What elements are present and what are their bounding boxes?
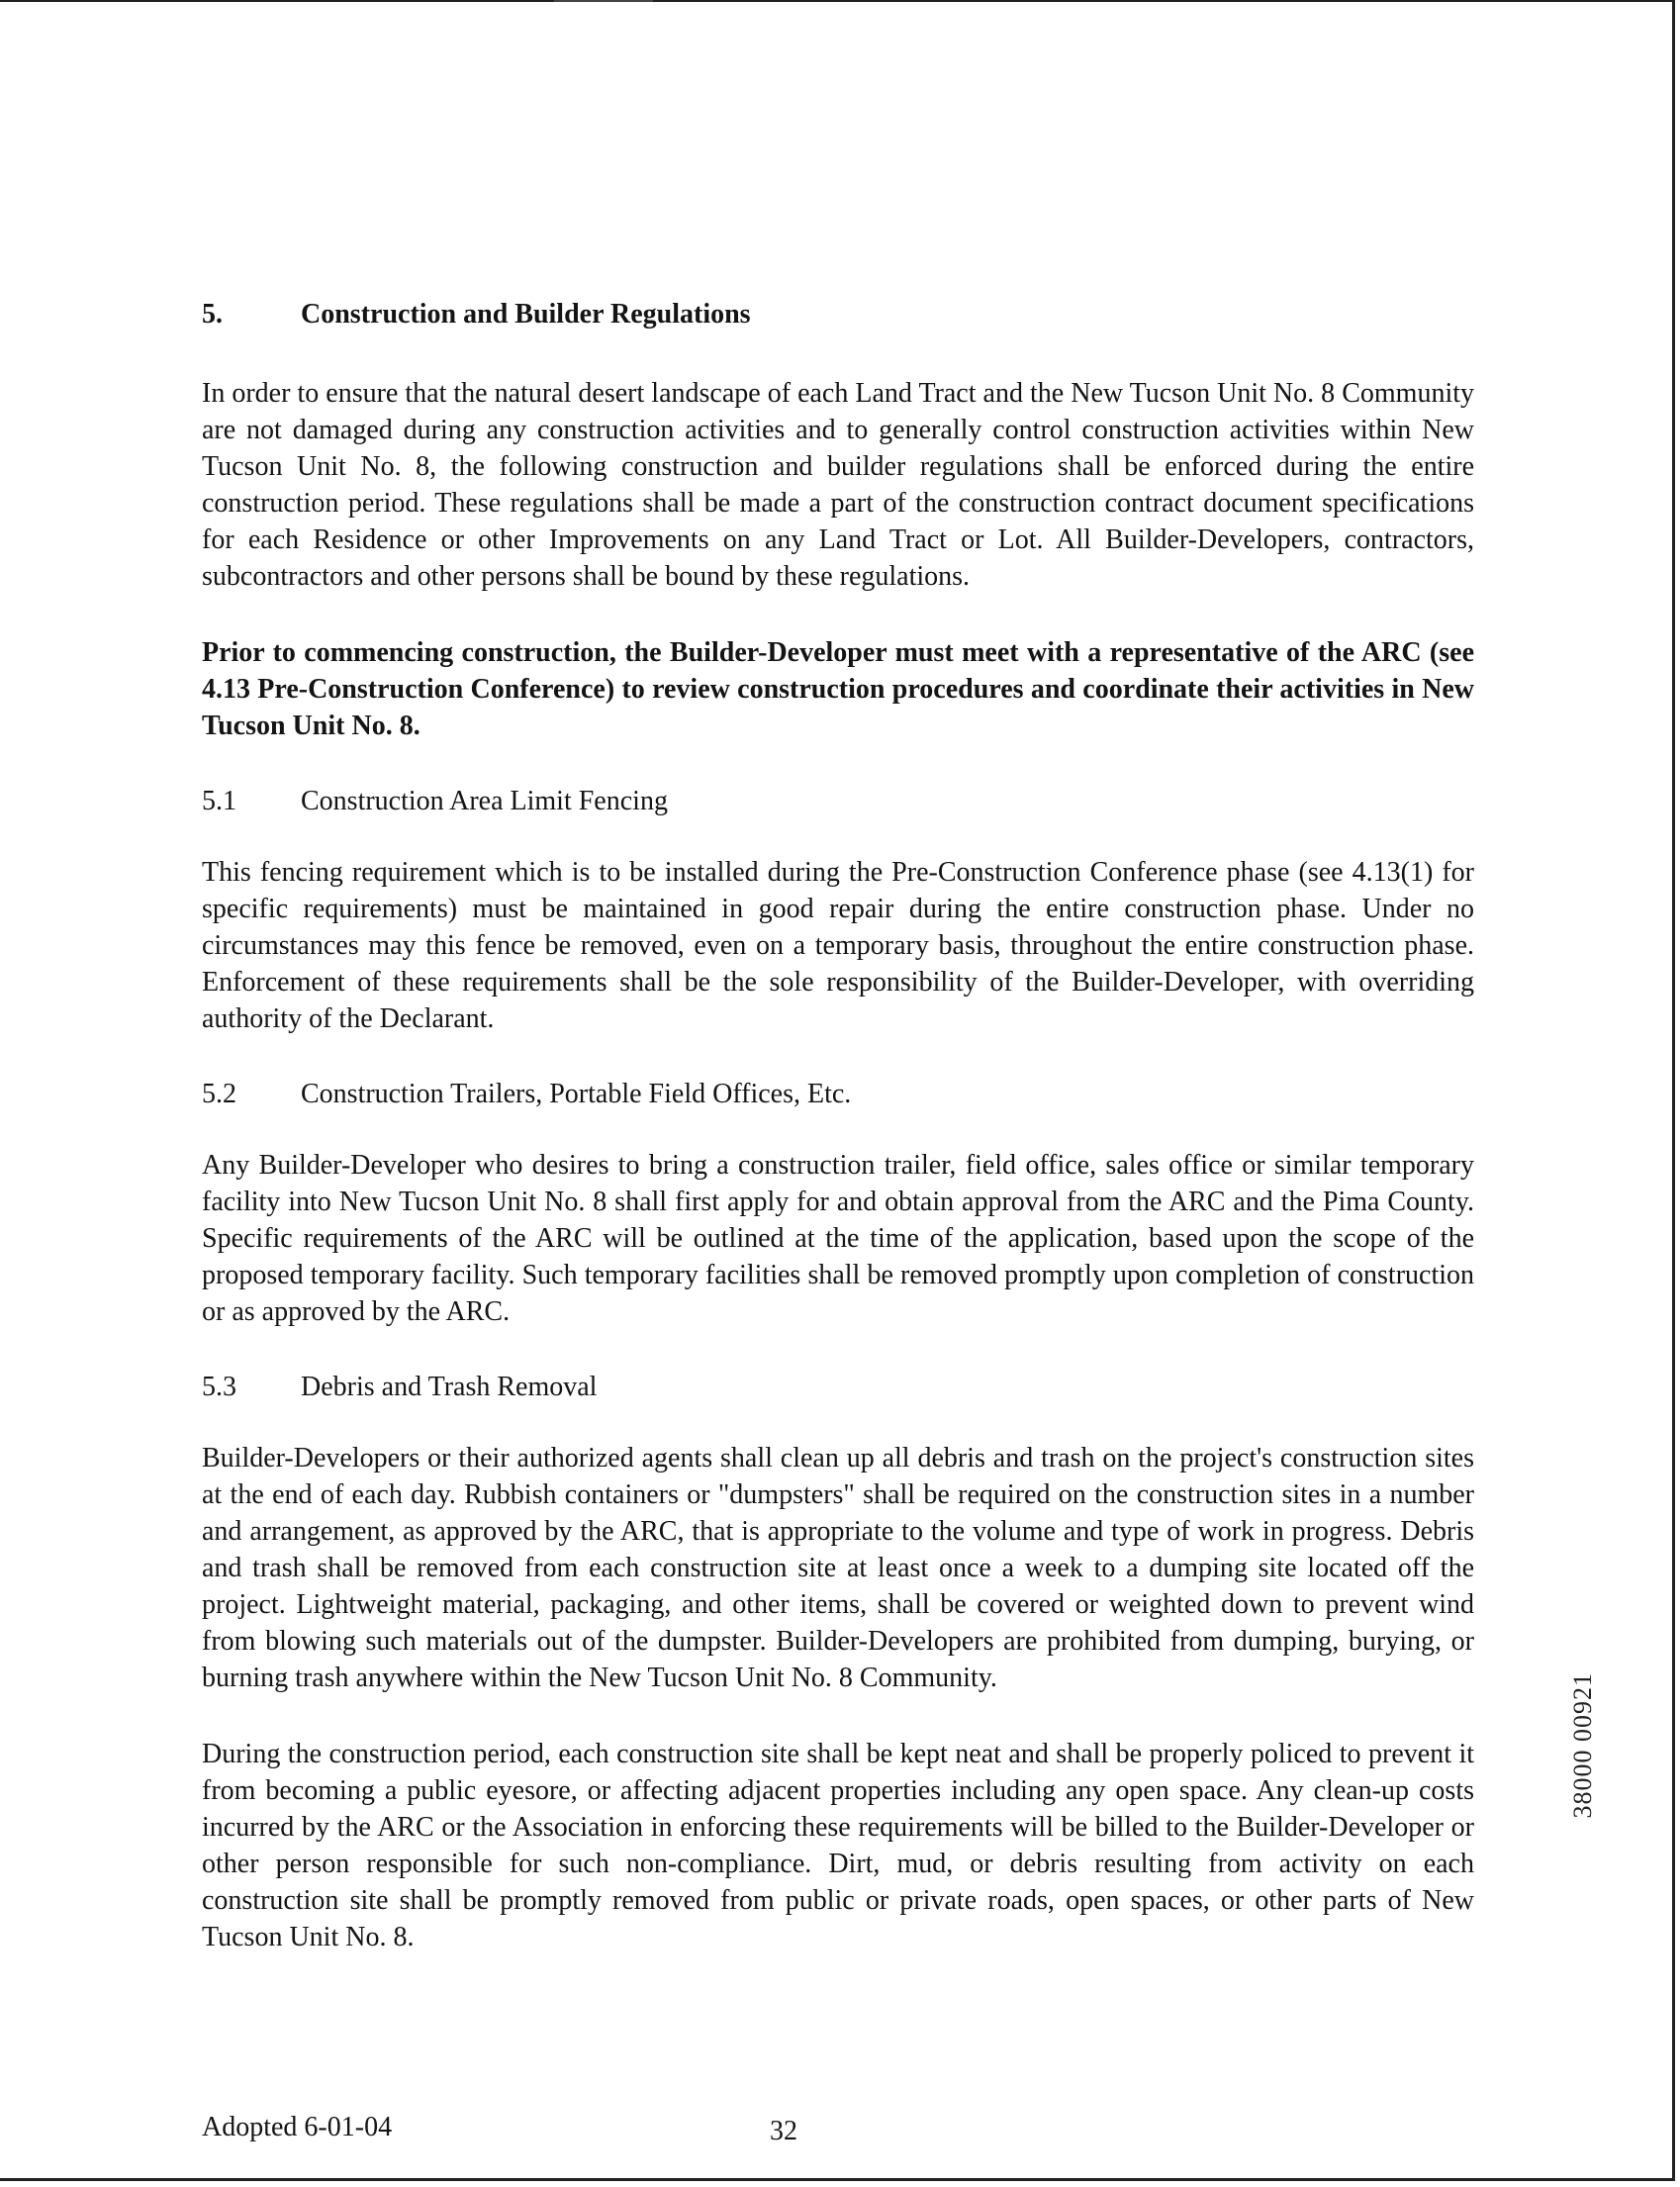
subsection-heading-5-1	[202, 784, 1474, 818]
page-number: 32	[770, 2116, 797, 2146]
subsection-title: Debris and Trash Removal	[301, 1372, 598, 1402]
paragraph: Any Builder-Developer who desires to bring a construction trailer, field office, sales office or similar temporary facility into New Tucson Unit No. 8 shall first apply for and obtain approval from the ARC and the Pima County. Specific requirements of the ARC will be outlined at the time of the application, based upon the scope of the proposed temporary facility. Such temporary facilities shall be removed promptly upon completion of construction or as approved by the ARC.	[202, 1150, 1474, 1327]
subsection-number: 5.1	[202, 786, 236, 816]
paragraph: During the construction period, each construction site shall be kept neat and shall be properly policed to prevent it from becoming a public eyesore, or affecting adjacent properties including any open space. Any clean-up costs incurred by the ARC or the Association in enforcing these requirements will be billed to the Builder-Developer or other person responsible for such non-compliance. Dirt, mud, or debris resulting from activity on each construction site shall be promptly removed from public or private roads, open spaces, or other parts of New Tucson Unit No. 8.	[202, 1739, 1474, 1952]
section-number: 5.	[202, 299, 223, 330]
subsection-title: Construction Area Limit Fencing	[301, 786, 668, 816]
subsection-number: 5.2	[202, 1079, 236, 1109]
scan-mark	[554, 0, 653, 2]
subsection-title: Construction Trailers, Portable Field Offices, Etc.	[301, 1079, 852, 1109]
section-notice: Prior to commencing construction, the Builder-Developer must meet with a representative of the ARC (see 4.13 Pre-Construction Conference) to review construction procedures and coordinate their activities in New Tucson Unit No. 8.	[202, 637, 1474, 741]
footer-adopted: Adopted 6-01-04	[202, 2112, 393, 2142]
document-stamp-number: 38000 00921	[1568, 1672, 1597, 1819]
subsection-heading-5-3	[202, 1370, 1474, 1404]
document-body	[202, 297, 1474, 1995]
paragraph: This fencing requirement which is to be installed during the Pre-Construction Conference phase (see 4.13(1) for specific requirements) must be maintained in good repair during the entire construction phase. Under no circumstances may this fence be removed, even on a temporary basis, throughout the entire construction phase. Enforcement of these requirements shall be the sole responsibility of the Builder-Developer, with overriding authority of the Declarant.	[202, 857, 1474, 1034]
paragraph: Builder-Developers or their authorized agents shall clean up all debris and trash on the project's construction sites at the end of each day. Rubbish containers or "dumpsters" shall be required on the construction sites in a number and arrangement, as approved by the ARC, that is appropriate to the volume and type of work in progress. Debris and trash shall be removed from each construction site at least once a week to a dumping site located off the project. Lightweight material, packaging, and other items, shall be covered or weighted down to prevent wind from blowing such materials out of the dumpster. Builder-Developers are prohibited from dumping, burying, or burning trash anywhere within the New Tucson Unit No. 8 Community.	[202, 1443, 1474, 1693]
subsection-number: 5.3	[202, 1372, 236, 1402]
section-intro: In order to ensure that the natural desert landscape of each Land Tract and the New Tucson Unit No. 8 Community are not damaged during any construction activities and to generally control construction activities within New Tucson Unit No. 8, the following construction and builder regulations shall be enforced during the entire construction period. These regulations shall be made a part of the construction contract document specifications for each Residence or other Improvements on any Land Tract or Lot. All Builder-Developers, contractors, subcontractors and other persons shall be bound by these regulations.	[202, 378, 1474, 592]
section-title: Construction and Builder Regulations	[301, 299, 751, 330]
section-heading	[202, 297, 1474, 332]
subsection-heading-5-2	[202, 1077, 1474, 1111]
